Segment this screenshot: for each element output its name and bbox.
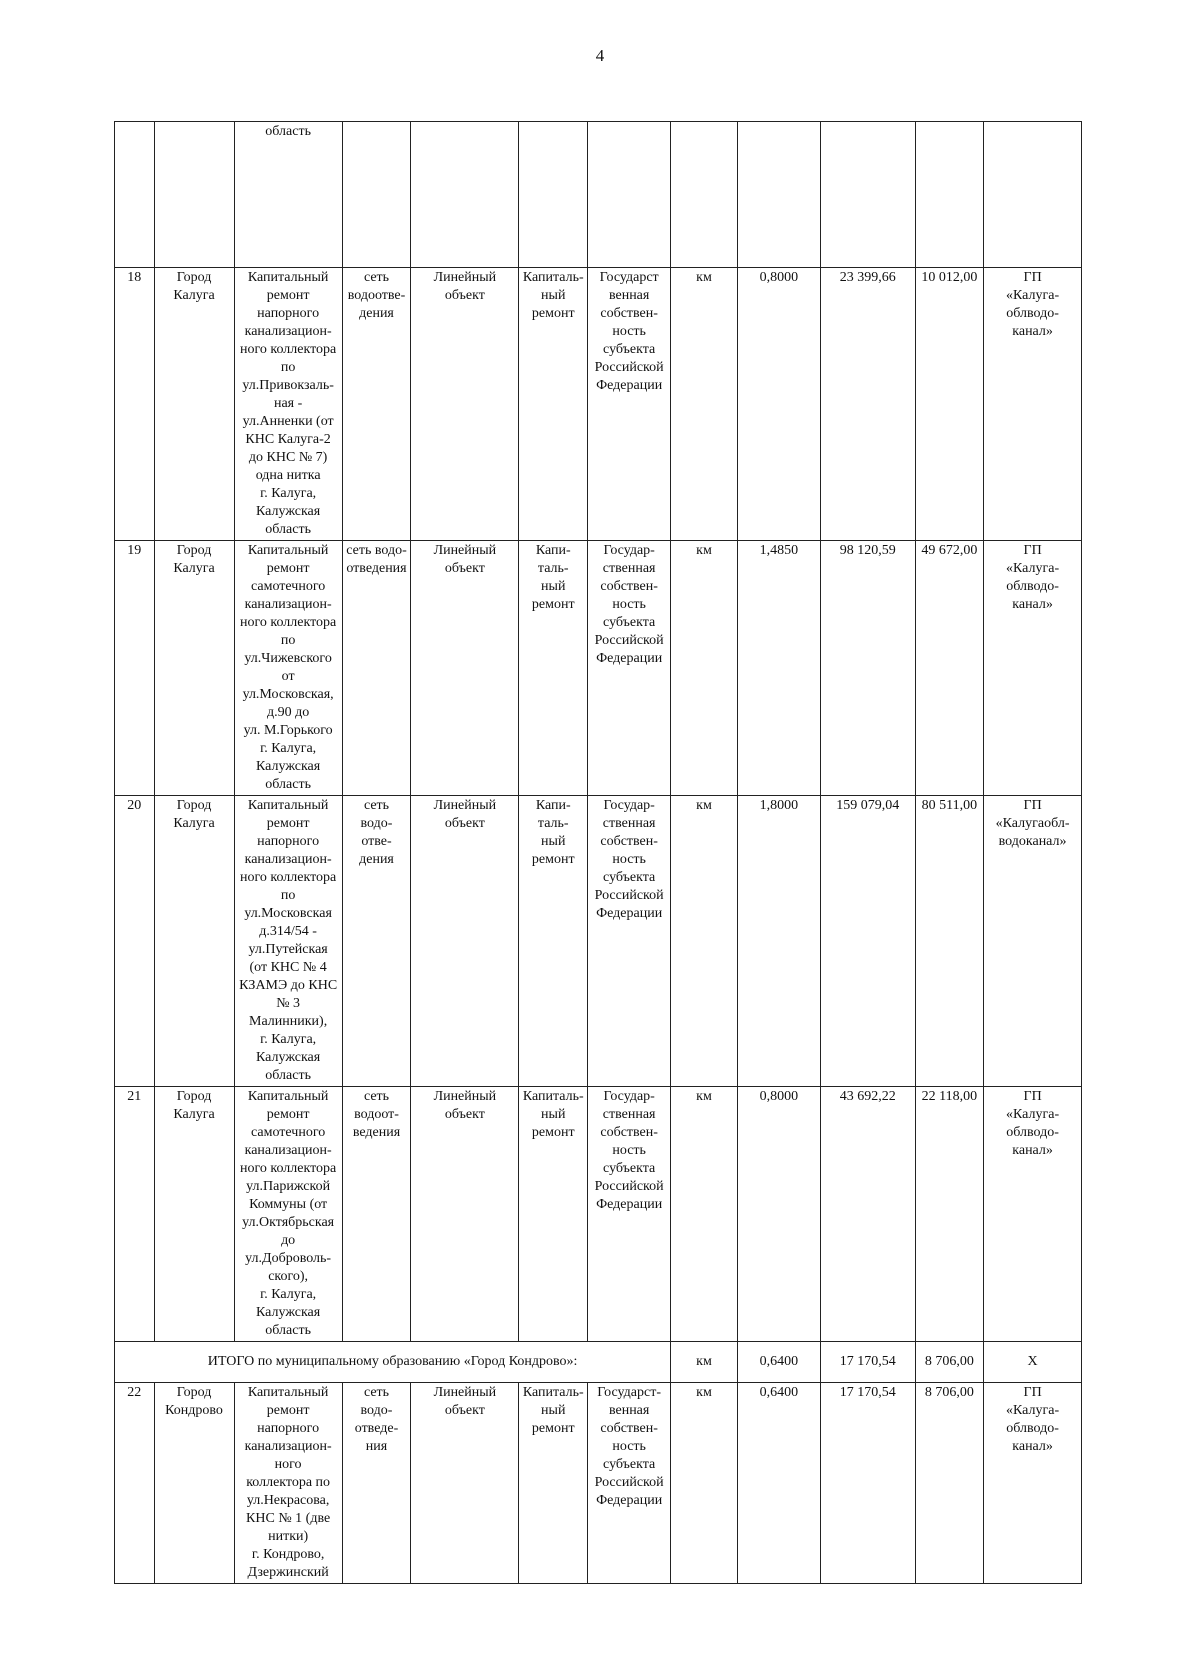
cell-num: 22 bbox=[115, 1383, 155, 1584]
table-row bbox=[115, 1087, 1082, 1342]
cell-category bbox=[411, 122, 519, 268]
cell-unit: км bbox=[671, 541, 738, 796]
cell-customer: ГП «Калуга- облводо- канал» bbox=[984, 541, 1082, 796]
cell-municipality: Город Кондрово bbox=[154, 1383, 234, 1584]
cell-ownership: Государ- ственная собствен- ность субъекта Российской Федерации bbox=[588, 796, 671, 1087]
total-row bbox=[115, 1342, 1082, 1383]
total-cost-total: 17 170,54 bbox=[820, 1342, 915, 1383]
cell-customer: ГП «Калугаобл- водоканал» bbox=[984, 796, 1082, 1087]
cell-cost-total: 98 120,59 bbox=[820, 541, 915, 796]
cell-municipality: Город Калуга bbox=[154, 1087, 234, 1342]
cell-work: Капи- таль- ный ремонт bbox=[519, 796, 588, 1087]
cell-customer: ГП «Калуга- облводо- канал» bbox=[984, 268, 1082, 541]
cell-qty: 1,8000 bbox=[737, 796, 820, 1087]
cell-object: Капитальный ремонт напорного канализацион- ного коллектора по ул.Привокзаль- ная - ул.Анненки (от КНС Калуга-2 до КНС № 7) одна нитка г. Калуга, Калужская область bbox=[234, 268, 342, 541]
cell-num: 21 bbox=[115, 1087, 155, 1342]
cell-unit: км bbox=[671, 268, 738, 541]
cell-cost-year bbox=[915, 122, 984, 268]
cell-type: сеть водо- отве- дения bbox=[342, 796, 411, 1087]
cell-municipality: Город Калуга bbox=[154, 541, 234, 796]
cell-type: сеть водоотве- дения bbox=[342, 268, 411, 541]
page-number: 4 bbox=[595, 46, 605, 65]
cell-ownership: Государст венная собствен- ность субъекта Российской Федерации bbox=[588, 268, 671, 541]
cell-unit: км bbox=[671, 1383, 738, 1584]
cell-qty bbox=[737, 122, 820, 268]
cell-work: Капиталь- ный ремонт bbox=[519, 268, 588, 541]
cell-work: Капи- таль- ный ремонт bbox=[519, 541, 588, 796]
cell-object: Капитальный ремонт самотечного канализацион- ного коллектора ул.Парижской Коммуны (от ул.Октябрьская до ул.Доброволь- ского), г. Калуга, Калужская область bbox=[234, 1087, 342, 1342]
cell-work bbox=[519, 122, 588, 268]
cell-cost-year: 8 706,00 bbox=[915, 1383, 984, 1584]
cell-qty: 1,4850 bbox=[737, 541, 820, 796]
cell-object: Капитальный ремонт напорного канализацион- ного коллектора по ул.Московская д.314/54 - ул.Путейская (от КНС № 4 КЗАМЭ до КНС № 3 Малинники), г. Калуга, Калужская область bbox=[234, 796, 342, 1087]
total-customer: Х bbox=[984, 1342, 1082, 1383]
cell-object: Капитальный ремонт самотечного канализацион- ного коллектора по ул.Чижевского от ул.Московская, д.90 до ул. М.Горького г. Калуга, Калужская область bbox=[234, 541, 342, 796]
cell-municipality bbox=[154, 122, 234, 268]
cell-qty: 0,8000 bbox=[737, 1087, 820, 1342]
cell-cost-year: 22 118,00 bbox=[915, 1087, 984, 1342]
cell-num: 19 bbox=[115, 541, 155, 796]
cell-ownership: Государст- венная собствен- ность субъекта Российской Федерации bbox=[588, 1383, 671, 1584]
cell-num: 18 bbox=[115, 268, 155, 541]
total-qty: 0,6400 bbox=[737, 1342, 820, 1383]
cell-category: Линейный объект bbox=[411, 268, 519, 541]
cell-type: сеть водоот- ведения bbox=[342, 1087, 411, 1342]
cell-unit bbox=[671, 122, 738, 268]
cell-num: 20 bbox=[115, 796, 155, 1087]
cell-customer bbox=[984, 122, 1082, 268]
cell-ownership: Государ- ственная собствен- ность субъекта Российской Федерации bbox=[588, 541, 671, 796]
cell-num bbox=[115, 122, 155, 268]
cell-object: область bbox=[234, 122, 342, 268]
cell-municipality: Город Калуга bbox=[154, 796, 234, 1087]
table-row bbox=[115, 796, 1082, 1087]
cell-type: сеть водо- отведе- ния bbox=[342, 1383, 411, 1584]
cell-cost-year: 10 012,00 bbox=[915, 268, 984, 541]
cell-cost-total bbox=[820, 122, 915, 268]
cell-qty: 0,8000 bbox=[737, 268, 820, 541]
cell-unit: км bbox=[671, 796, 738, 1087]
table-row-continuation bbox=[115, 122, 1082, 268]
total-unit: км bbox=[671, 1342, 738, 1383]
table-row bbox=[115, 541, 1082, 796]
total-label: ИТОГО по муниципальному образованию «Город Кондрово»: bbox=[115, 1342, 671, 1383]
cell-municipality: Город Калуга bbox=[154, 268, 234, 541]
cell-type bbox=[342, 122, 411, 268]
cell-cost-year: 80 511,00 bbox=[915, 796, 984, 1087]
cell-cost-total: 23 399,66 bbox=[820, 268, 915, 541]
cell-type: сеть водо- отведения bbox=[342, 541, 411, 796]
cell-category: Линейный объект bbox=[411, 1087, 519, 1342]
cell-qty: 0,6400 bbox=[737, 1383, 820, 1584]
cell-customer: ГП «Калуга- облводо- канал» bbox=[984, 1383, 1082, 1584]
cell-cost-total: 159 079,04 bbox=[820, 796, 915, 1087]
cell-ownership bbox=[588, 122, 671, 268]
cell-category: Линейный объект bbox=[411, 541, 519, 796]
cell-work: Капиталь- ный ремонт bbox=[519, 1383, 588, 1584]
table-row bbox=[115, 1383, 1082, 1584]
cell-customer: ГП «Калуга- облводо- канал» bbox=[984, 1087, 1082, 1342]
cell-cost-year: 49 672,00 bbox=[915, 541, 984, 796]
cell-cost-total: 17 170,54 bbox=[820, 1383, 915, 1584]
total-cost-year: 8 706,00 bbox=[915, 1342, 984, 1383]
cell-category: Линейный объект bbox=[411, 1383, 519, 1584]
cell-ownership: Государ- ственная собствен- ность субъекта Российской Федерации bbox=[588, 1087, 671, 1342]
works-table bbox=[114, 121, 1082, 1584]
cell-category: Линейный объект bbox=[411, 796, 519, 1087]
cell-object: Капитальный ремонт напорного канализацион- ного коллектора по ул.Некрасова, КНС № 1 (две нитки) г. Кондрово, Дзержинский bbox=[234, 1383, 342, 1584]
table-row bbox=[115, 268, 1082, 541]
cell-work: Капиталь- ный ремонт bbox=[519, 1087, 588, 1342]
cell-unit: км bbox=[671, 1087, 738, 1342]
cell-cost-total: 43 692,22 bbox=[820, 1087, 915, 1342]
